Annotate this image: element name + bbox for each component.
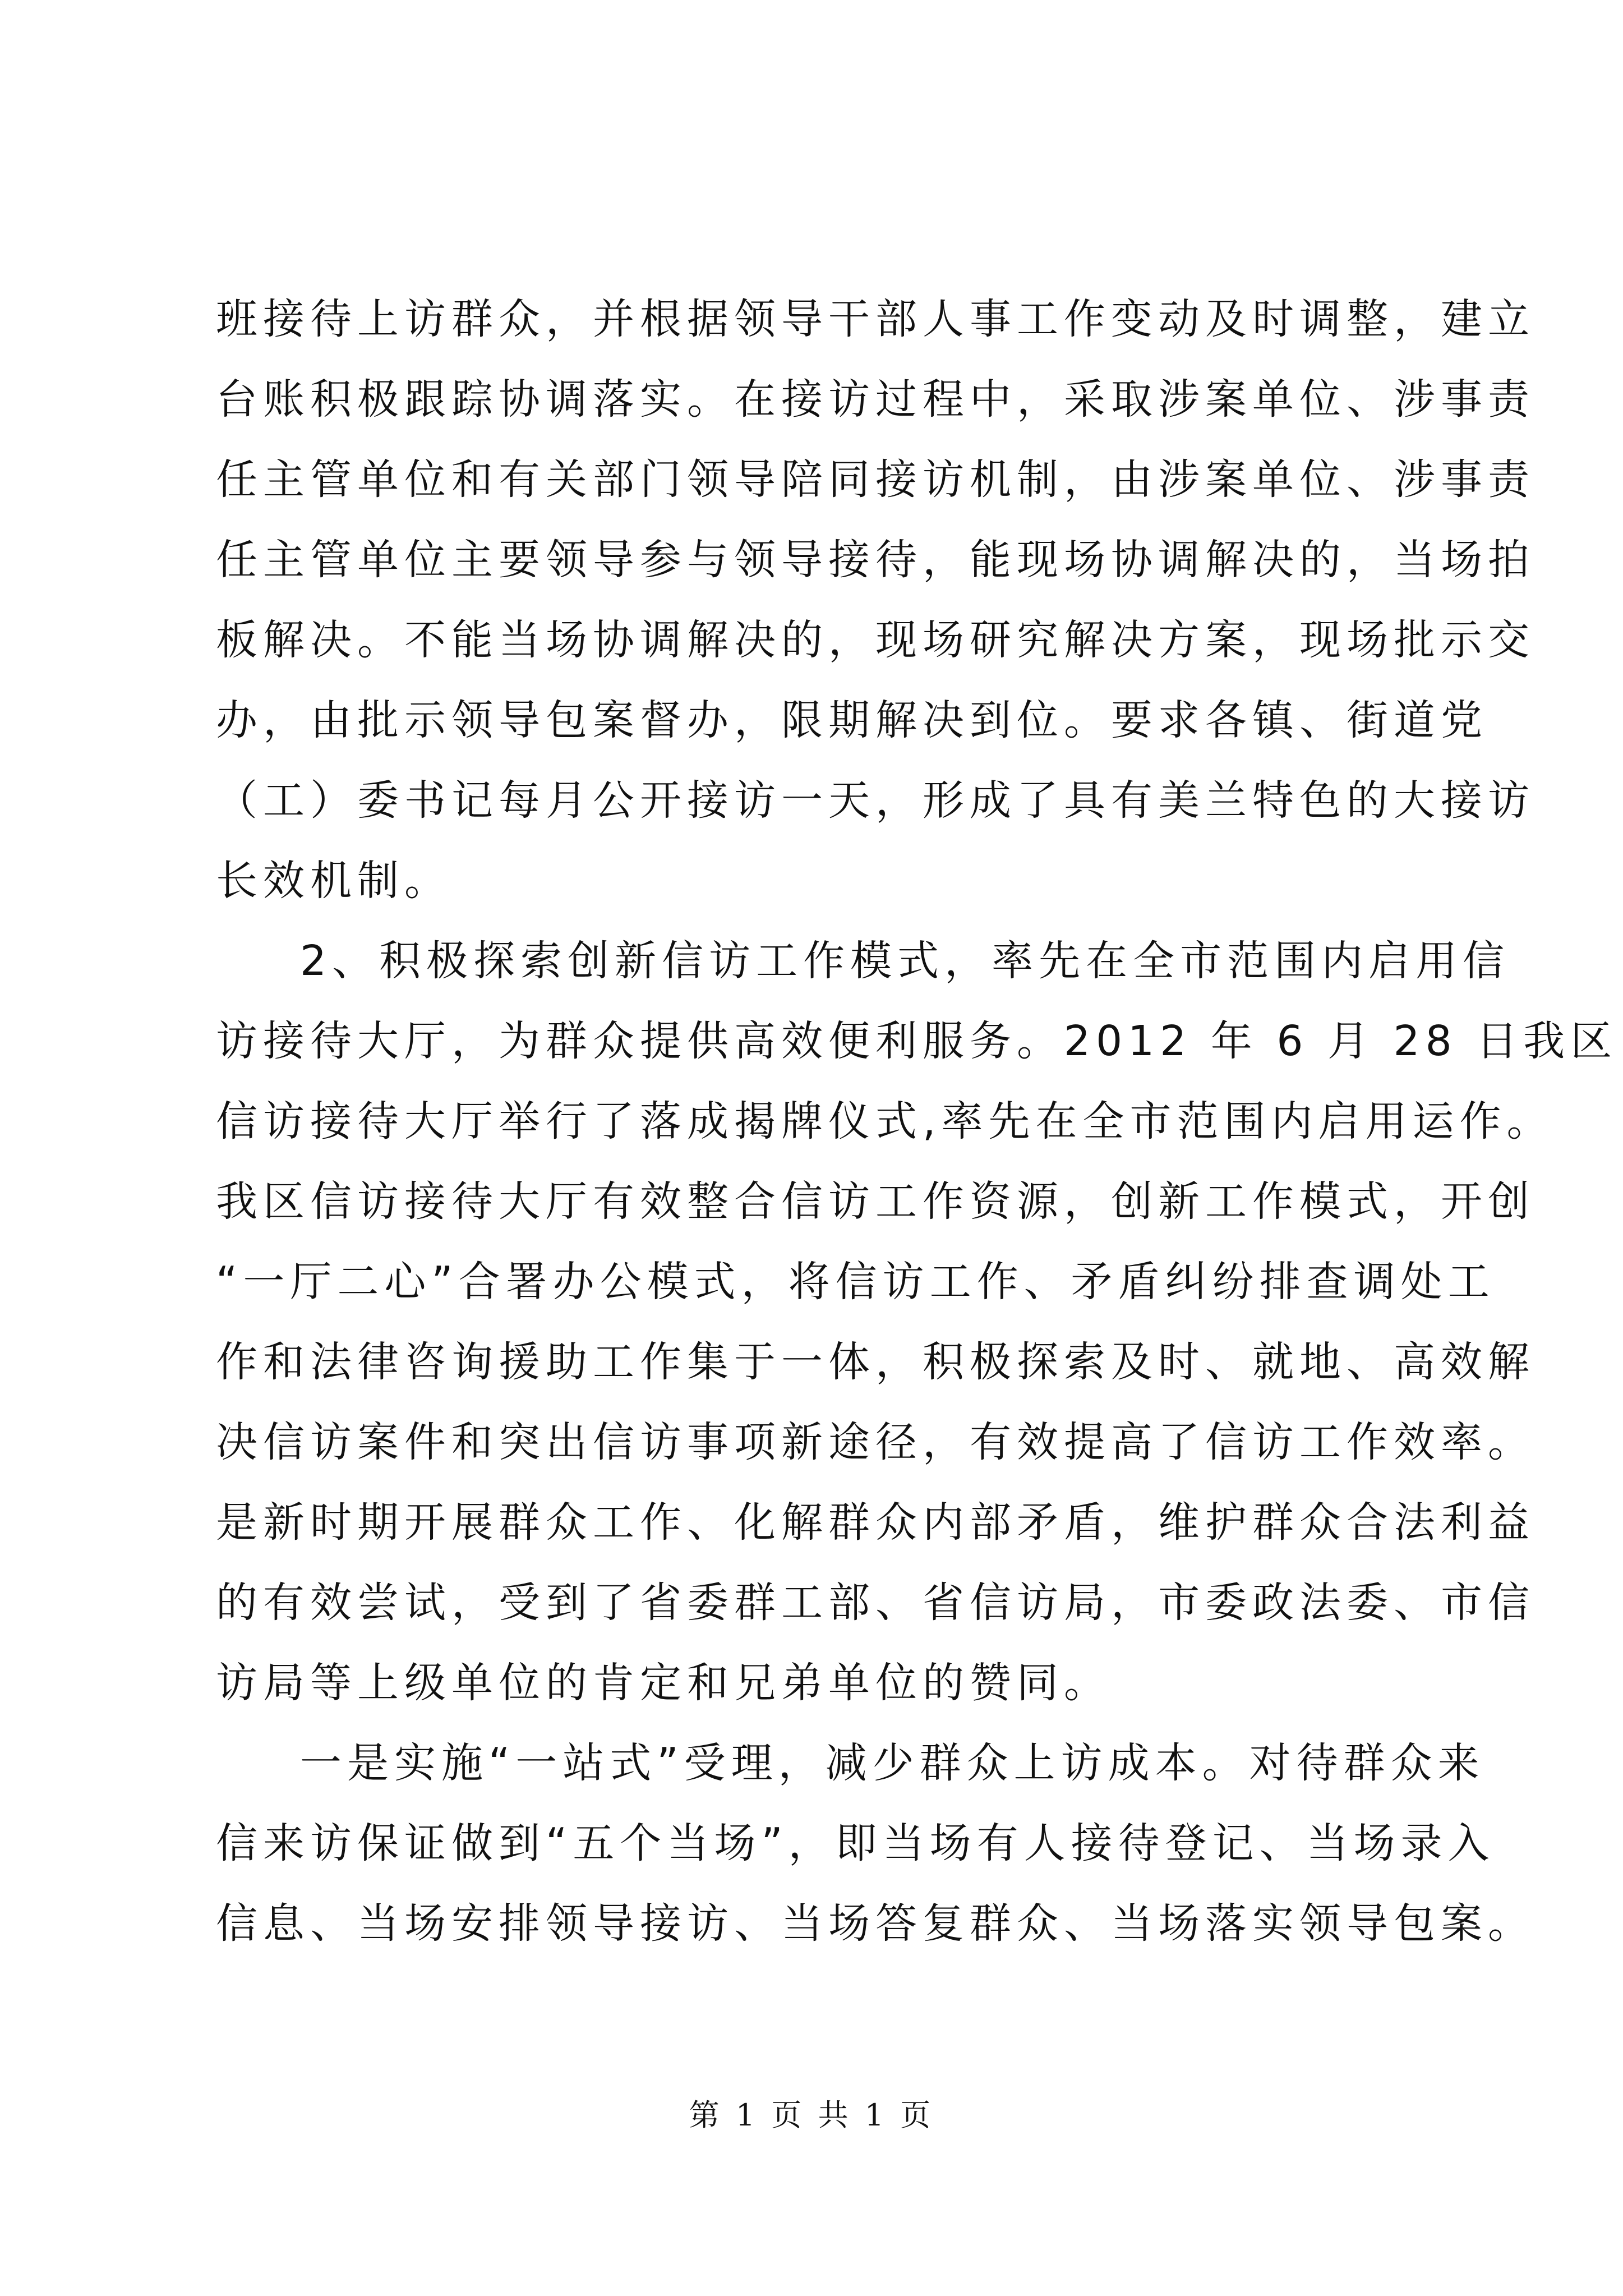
page-footer bbox=[0, 2091, 1623, 2134]
text-line: 信息、当场安排领导接访、当场答复群众、当场落实领导包案。 bbox=[216, 1899, 1535, 1948]
text-line: 访局等上级单位的肯定和兄弟单位的赞同。 bbox=[216, 1659, 1111, 1707]
text-line: 访接待大厅，为群众提供高效便利服务。2012 年 6 月 28 日我区 bbox=[216, 1017, 1618, 1065]
text-line: 台账积极跟踪协调落实。在接访过程中，采取涉案单位、涉事责 bbox=[216, 375, 1535, 424]
text-line: 任主管单位主要领导参与领导接待，能现场协调解决的，当场拍 bbox=[216, 536, 1535, 584]
text-line: （工）委书记每月公开接访一天，形成了具有美兰特色的大接访 bbox=[216, 776, 1535, 825]
text-line: “一厅二心”合署办公模式，将信访工作、矛盾纠纷排查调处工 bbox=[216, 1258, 1495, 1306]
text-line: 信访接待大厅举行了落成揭牌仪式,率先在全市范围内启用运作。 bbox=[216, 1097, 1554, 1145]
text-line: 是新时期开展群众工作、化解群众内部矛盾，维护群众合法利益 bbox=[216, 1498, 1535, 1547]
text-line: 2、积极探索创新信访工作模式，率先在全市范围内启用信 bbox=[300, 937, 1510, 985]
text-line: 的有效尝试，受到了省委群工部、省信访局，市委政法委、市信 bbox=[216, 1579, 1535, 1627]
text-line: 一是实施“一站式”受理，减少群众上访成本。对待群众来 bbox=[300, 1739, 1485, 1787]
text-line: 决信访案件和突出信访事项新途径，有效提高了信访工作效率。 bbox=[216, 1418, 1535, 1466]
text-line: 办，由批示领导包案督办，限期解决到位。要求各镇、街道党 bbox=[216, 696, 1488, 744]
page-number-label: 第 1 页 共 1 页 bbox=[689, 2097, 934, 2133]
document-body bbox=[216, 279, 1618, 1964]
text-line: 长效机制。 bbox=[216, 857, 451, 905]
text-line: 板解决。不能当场协调解决的，现场研究解决方案，现场批示交 bbox=[216, 616, 1535, 664]
text-line: 作和法律咨询援助工作集于一体，积极探索及时、就地、高效解 bbox=[216, 1338, 1535, 1386]
text-line: 信来访保证做到“五个当场”，即当场有人接待登记、当场录入 bbox=[216, 1819, 1495, 1867]
text-line: 班接待上访群众，并根据领导干部人事工作变动及时调整，建立 bbox=[216, 295, 1535, 343]
text-line: 我区信访接待大厅有效整合信访工作资源，创新工作模式，开创 bbox=[216, 1177, 1535, 1226]
text-line: 任主管单位和有关部门领导陪同接访机制，由涉案单位、涉事责 bbox=[216, 455, 1535, 504]
